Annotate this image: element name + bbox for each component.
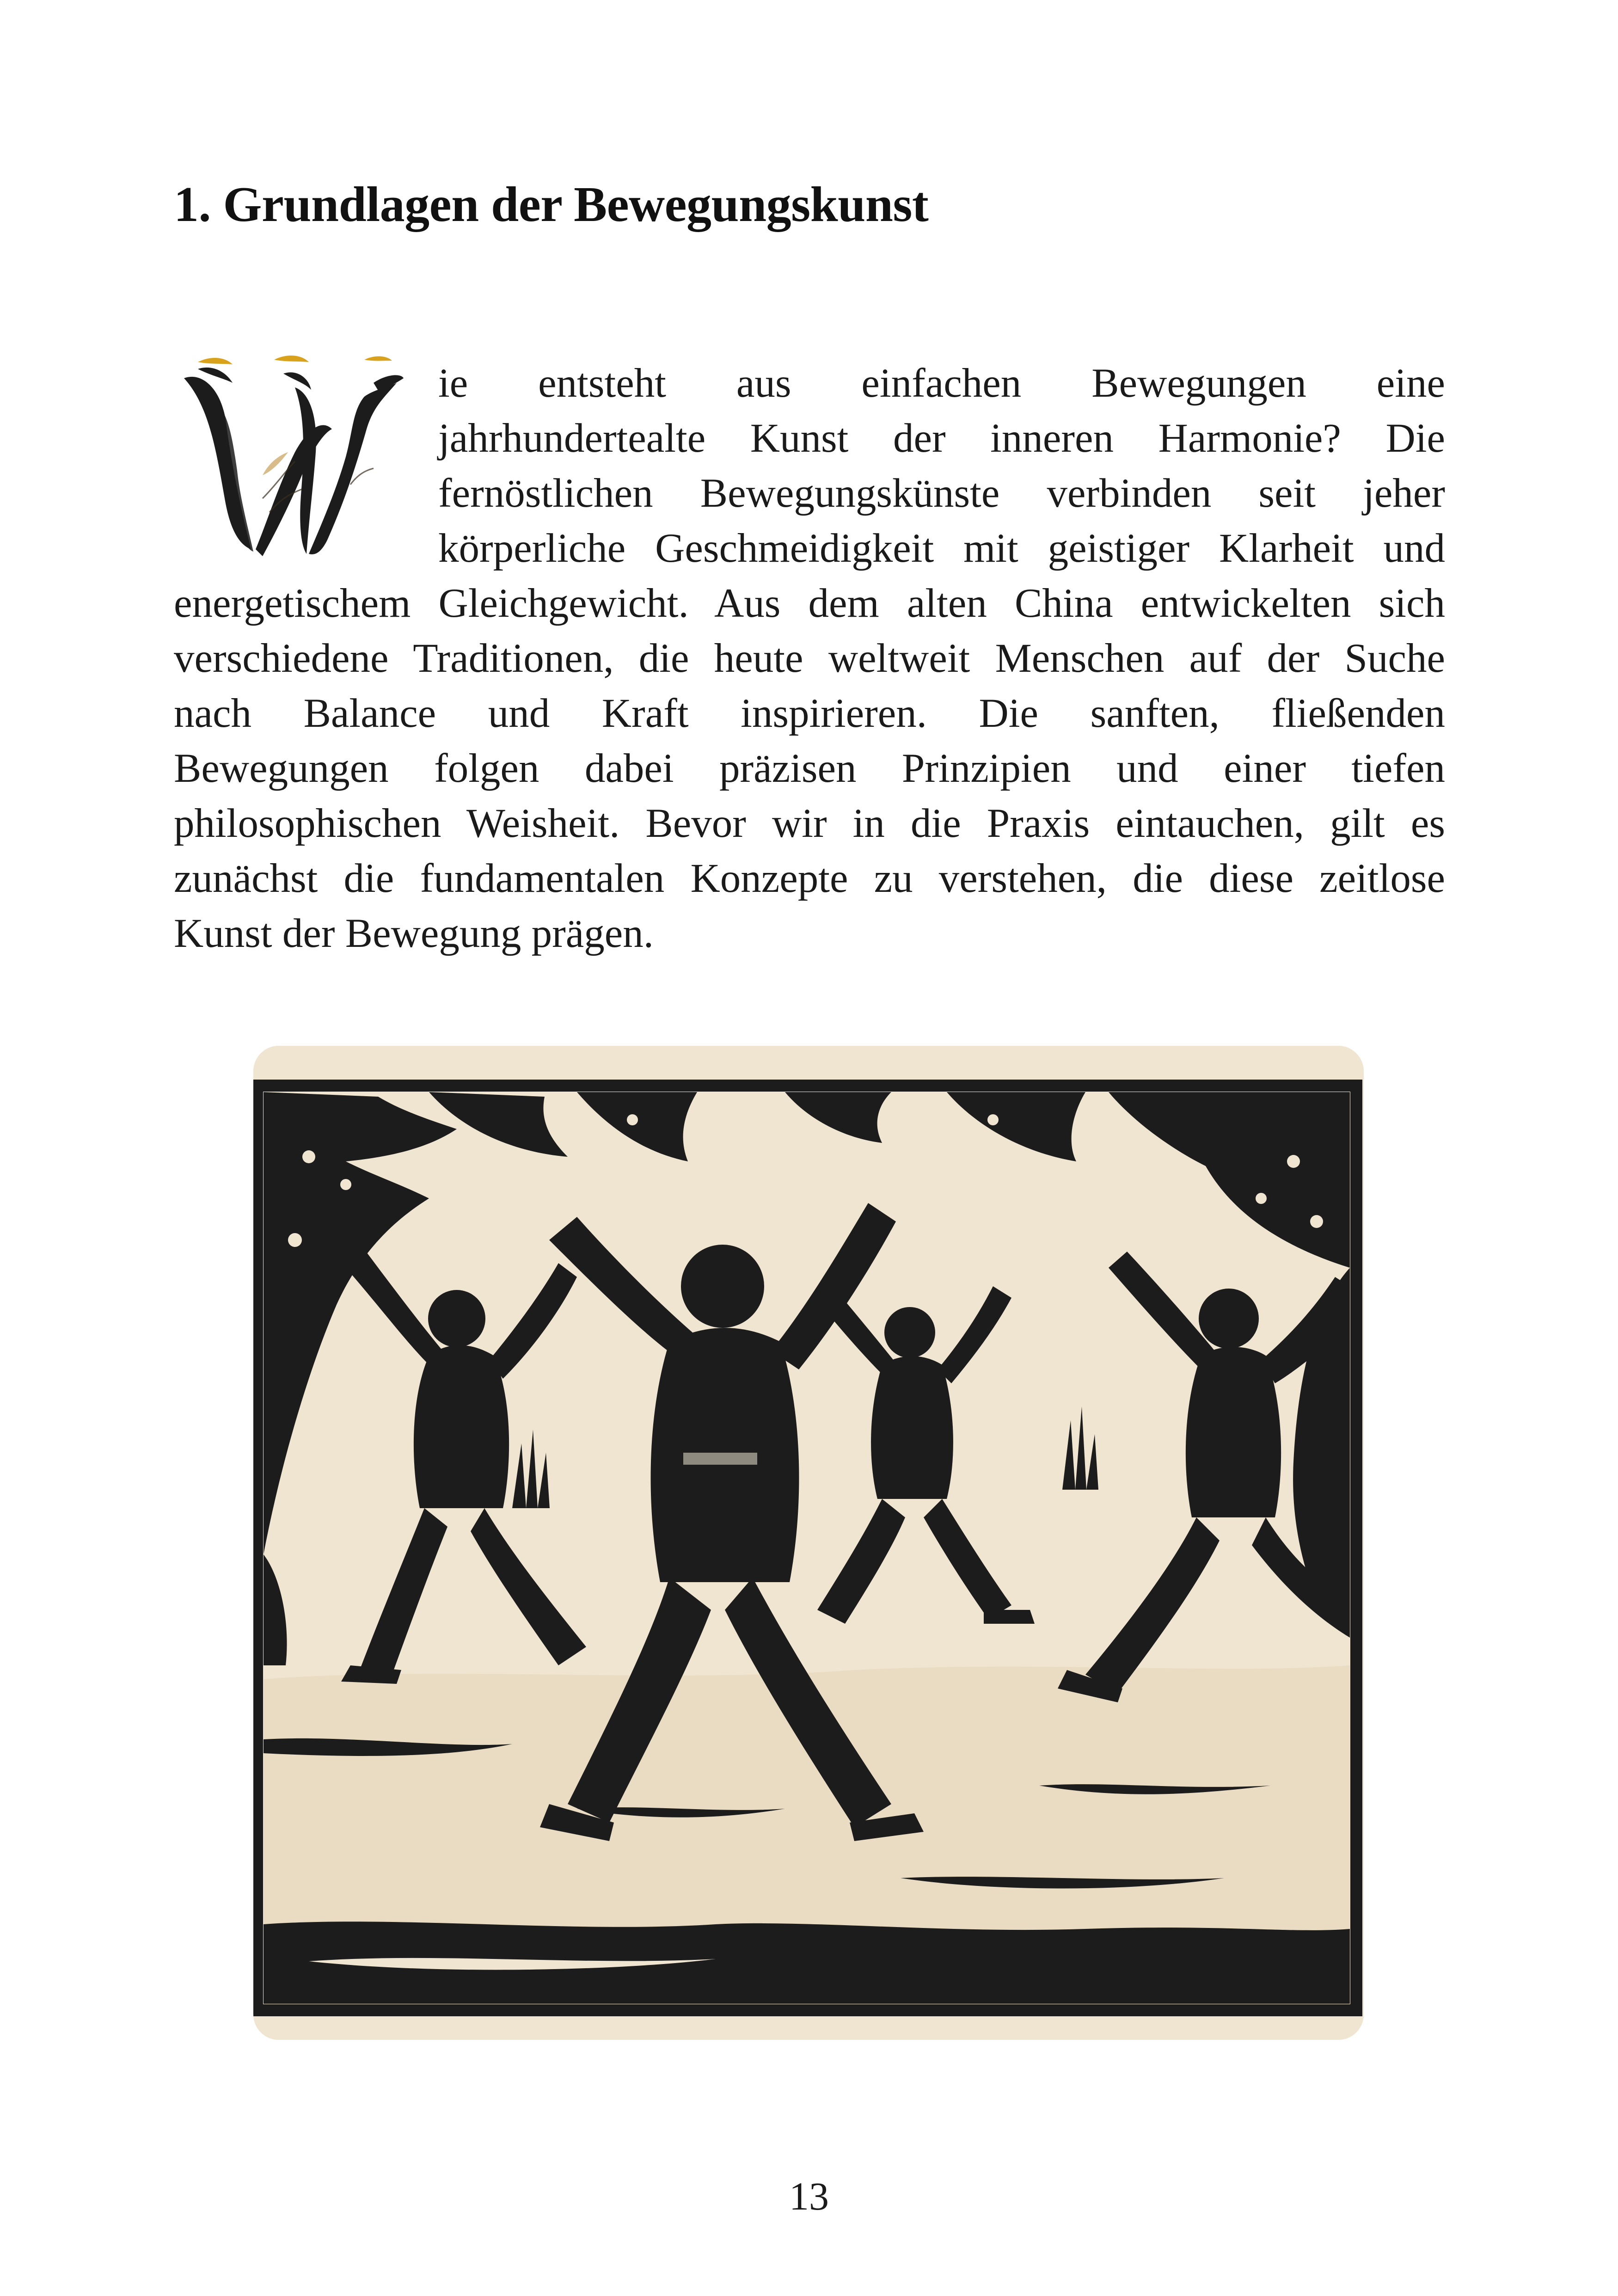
paragraph-line: körperliche Geschmeidigkeit mit geistiger Klarheit und [438, 526, 1445, 571]
paragraph-line: Kunst der Bewegung prägen. [174, 911, 654, 956]
chapter-heading: 1. Grundlagen der Bewegungskunst [174, 177, 929, 232]
paragraph-line: jahrhundertealte Kunst der inneren Harmonie? Die [438, 416, 1445, 461]
paragraph-line: nach Balance und Kraft inspirieren. Die sanften, fließenden [174, 691, 1445, 736]
paragraph-line: ie entsteht aus einfachen Bewegungen eine [438, 361, 1445, 406]
paragraph-line: energetischem Gleichgewicht. Aus dem alten China entwickelten sich [174, 581, 1445, 626]
paragraph-line: fernöstlichen Bewegungskünste verbinden seit jeher [438, 471, 1445, 516]
woodcut-illustration [253, 1046, 1364, 2040]
paragraph-line: zunächst die fundamentalen Konzepte zu verstehen, die diese zeitlose [174, 856, 1445, 901]
paragraph-line: verschiedene Traditionen, die heute weltweit Menschen auf der Suche [174, 636, 1445, 681]
paragraph-line: philosophischen Weisheit. Bevor wir in die Praxis eintauchen, gilt es [174, 801, 1445, 846]
page-number: 13 [789, 2174, 829, 2218]
intro-paragraph [174, 356, 1445, 961]
martial-artists-woodcut [253, 1046, 1364, 2040]
paragraph-line: Bewegungen folgen dabei präzisen Prinzipien und einer tiefen [174, 746, 1445, 791]
